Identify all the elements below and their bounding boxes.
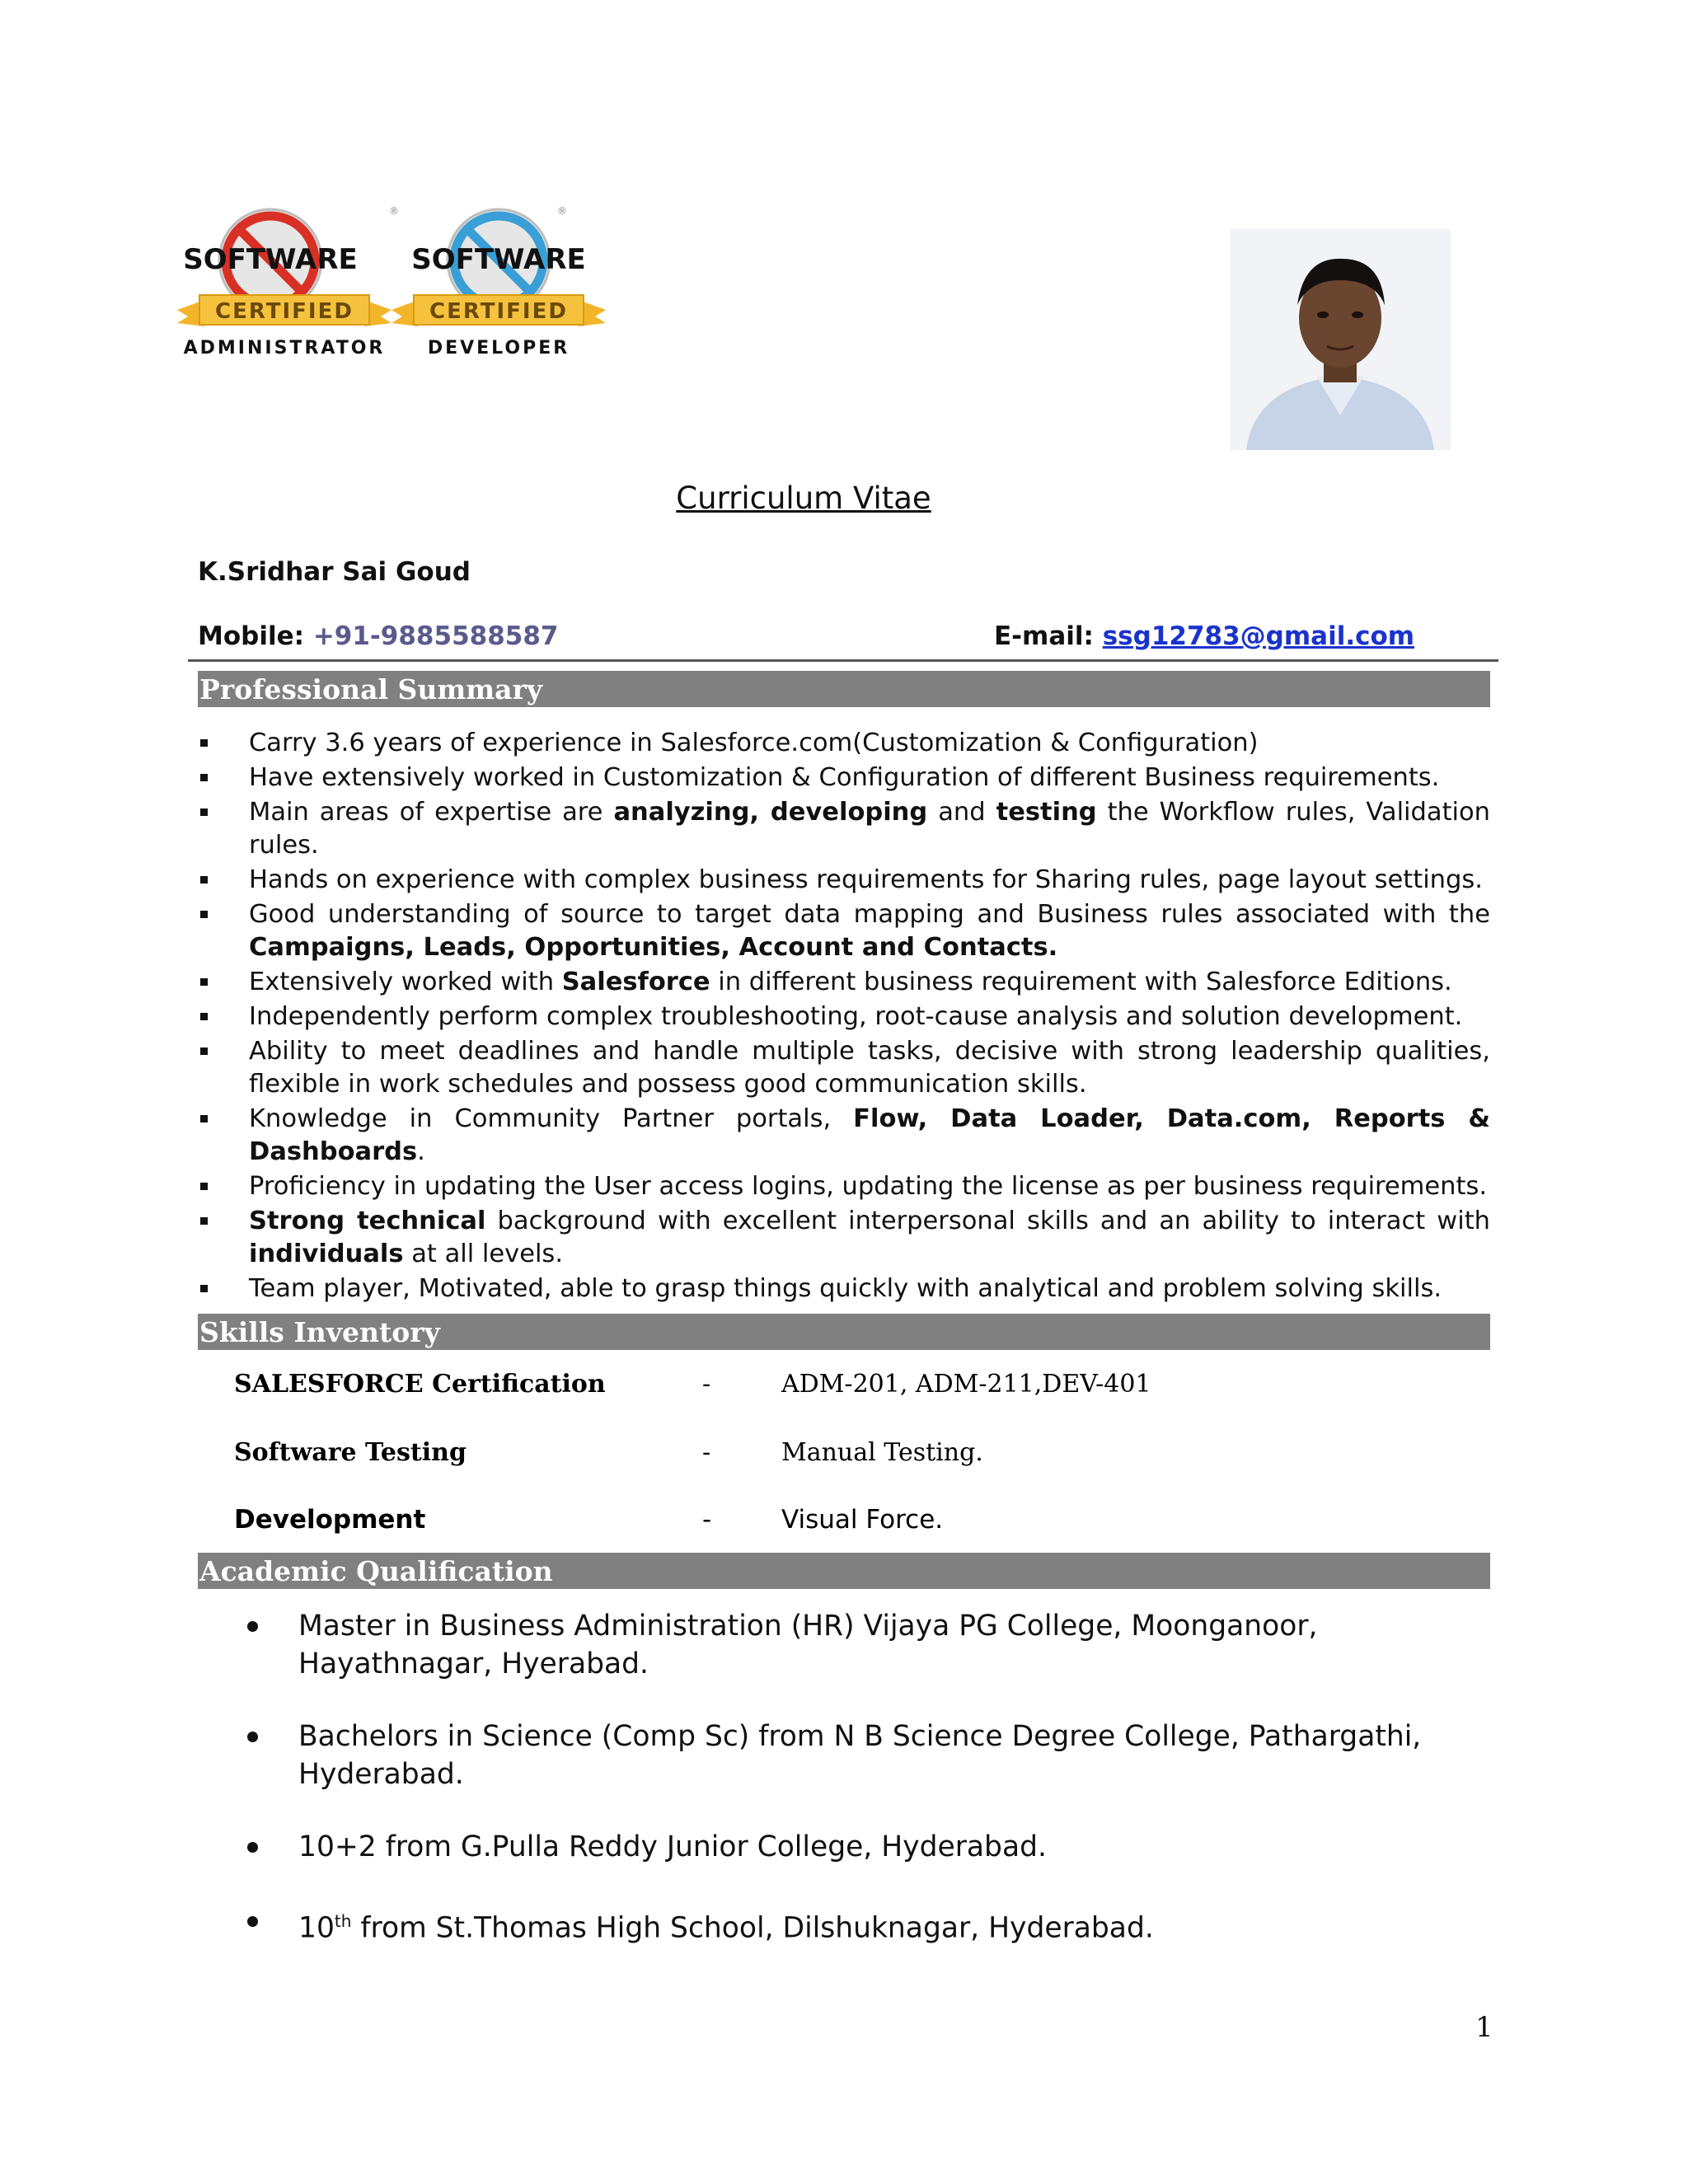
summary-item (198, 762, 1490, 794)
summary-emphasis: Campaigns, Leads, Opportunities, Account and Contacts. (249, 933, 1058, 962)
academic-text: 10+2 from G.Pulla Reddy Junior College, Hyderabad. (298, 1830, 1047, 1863)
bullet-icon (247, 1916, 258, 1927)
summary-text: Main areas of expertise are (249, 798, 614, 827)
summary-text: background with excellent interpersonal skills and an ability to interact with (485, 1207, 1490, 1235)
summary-item (198, 1170, 1490, 1203)
svg-text:®: ® (389, 205, 399, 217)
candidate-name: K.Sridhar Sai Goud (198, 557, 471, 587)
page-number: 1 (1475, 2011, 1493, 2044)
summary-text: Proficiency in updating the User access logins, updating the license as per business requirements. (249, 1172, 1488, 1201)
svg-text:SOFTWARE: SOFTWARE (411, 243, 586, 276)
page-title: Curriculum Vitae (676, 480, 931, 516)
skill-dash: - (702, 1505, 712, 1535)
section-professional-summary: Professional Summary (198, 671, 1490, 707)
developer-badge (387, 201, 610, 374)
summary-text: the Workflow rules, Validation rules. (249, 798, 1490, 860)
summary-item (198, 864, 1490, 897)
summary-text: and (927, 798, 996, 827)
section-skills-inventory: Skills Inventory (198, 1314, 1490, 1350)
academic-prefix: 10 (298, 1911, 335, 1945)
summary-item (198, 898, 1490, 964)
academic-text: Bachelors in Science (Comp Sc) from N B Science Degree College, Pathargathi, Hyderabad. (298, 1720, 1422, 1791)
summary-emphasis: Flow, Data Loader, Data.com, Reports & Dashboards (249, 1104, 1490, 1166)
section-academic-qualification: Academic Qualification (198, 1553, 1490, 1589)
administrator-caption: ADMINISTRATOR (183, 338, 386, 359)
summary-emphasis: Salesforce (561, 968, 710, 996)
summary-text: in different business requirement with Salesforce Editions. (710, 968, 1452, 996)
header-divider (188, 659, 1498, 662)
summary-emphasis: testing (996, 798, 1097, 827)
academic-item (247, 1718, 1484, 1793)
mobile-label: Mobile: (198, 621, 305, 651)
summary-emphasis: analyzing, developing (613, 798, 928, 827)
skill-row-certification (234, 1370, 1470, 1408)
academic-item (247, 1607, 1484, 1683)
summary-item (198, 796, 1490, 862)
skill-row-testing (234, 1438, 1470, 1476)
summary-text: at all levels. (403, 1240, 564, 1268)
academic-text (298, 1902, 1484, 1947)
summary-item (198, 1205, 1490, 1271)
mobile-line (198, 621, 559, 651)
summary-emphasis: individuals (249, 1240, 404, 1268)
summary-text: . (417, 1137, 425, 1166)
bullet-icon (247, 1732, 258, 1742)
skill-value: Visual Force. (781, 1505, 944, 1535)
skill-dash: - (702, 1370, 711, 1399)
academic-superscript: th (334, 1911, 352, 1931)
summary-item (198, 1001, 1490, 1033)
summary-text: Extensively worked with (249, 968, 562, 996)
academic-rest: from St.Thomas High School, Dilshuknagar, Hyderabad. (351, 1911, 1154, 1945)
svg-text:CERTIFIED: CERTIFIED (215, 299, 354, 324)
summary-text: Ability to meet deadlines and handle multiple tasks, decisive with strong leadership qualities, flexible in work schedules and possess good communication skills. (249, 1037, 1490, 1099)
skill-value: Manual Testing. (781, 1438, 983, 1467)
summary-text: Hands on experience with complex business requirements for Sharing rules, page layout settings. (249, 865, 1483, 894)
mobile-value: +91-9885588587 (312, 621, 559, 651)
summary-item (198, 1035, 1490, 1101)
skill-dash: - (702, 1438, 711, 1467)
summary-item (198, 966, 1490, 999)
avatar (1230, 229, 1451, 450)
svg-text:®: ® (557, 205, 567, 217)
email-link[interactable]: ssg12783@gmail.com (1102, 621, 1415, 651)
academic-text: Master in Business Administration (HR) Vijaya PG College, Moonganoor, Hayathnagar, Hyerabad. (298, 1610, 1318, 1680)
developer-caption: DEVELOPER (427, 338, 570, 359)
summary-item (198, 727, 1490, 760)
skill-label: SALESFORCE Certification (234, 1370, 606, 1399)
profile-photo (1230, 229, 1451, 450)
summary-text: Have extensively worked in Customization & Configuration of different Business requirements. (249, 763, 1440, 792)
summary-list (198, 727, 1490, 1307)
email-line (994, 621, 1414, 651)
academic-item (247, 1828, 1484, 1866)
summary-text: Good understanding of source to target data mapping and Business rules associated with the (249, 900, 1490, 929)
bullet-icon (247, 1842, 258, 1853)
summary-text: Team player, Motivated, able to grasp things quickly with analytical and problem solving skills. (249, 1274, 1442, 1303)
skill-row-development (234, 1505, 1470, 1543)
summary-item (198, 1103, 1490, 1169)
summary-text: Independently perform complex troubleshooting, root-cause analysis and solution development. (249, 1002, 1463, 1031)
administrator-badge (173, 201, 399, 374)
svg-text:CERTIFIED: CERTIFIED (429, 299, 568, 324)
skill-label: Development (234, 1505, 426, 1535)
summary-item (198, 1272, 1490, 1305)
summary-emphasis: Strong technical (249, 1207, 486, 1235)
summary-text: Carry 3.6 years of experience in Salesforce.com(Customization & Configuration) (249, 729, 1259, 757)
academic-item (247, 1902, 1484, 1947)
svg-text:SOFTWARE: SOFTWARE (183, 243, 358, 276)
bullet-icon (247, 1621, 258, 1632)
summary-text: Knowledge in Community Partner portals, (249, 1104, 854, 1133)
email-label: E-mail: (994, 621, 1094, 651)
skill-label: Software Testing (234, 1438, 467, 1467)
skill-value: ADM-201, ADM-211,DEV-401 (781, 1370, 1151, 1399)
